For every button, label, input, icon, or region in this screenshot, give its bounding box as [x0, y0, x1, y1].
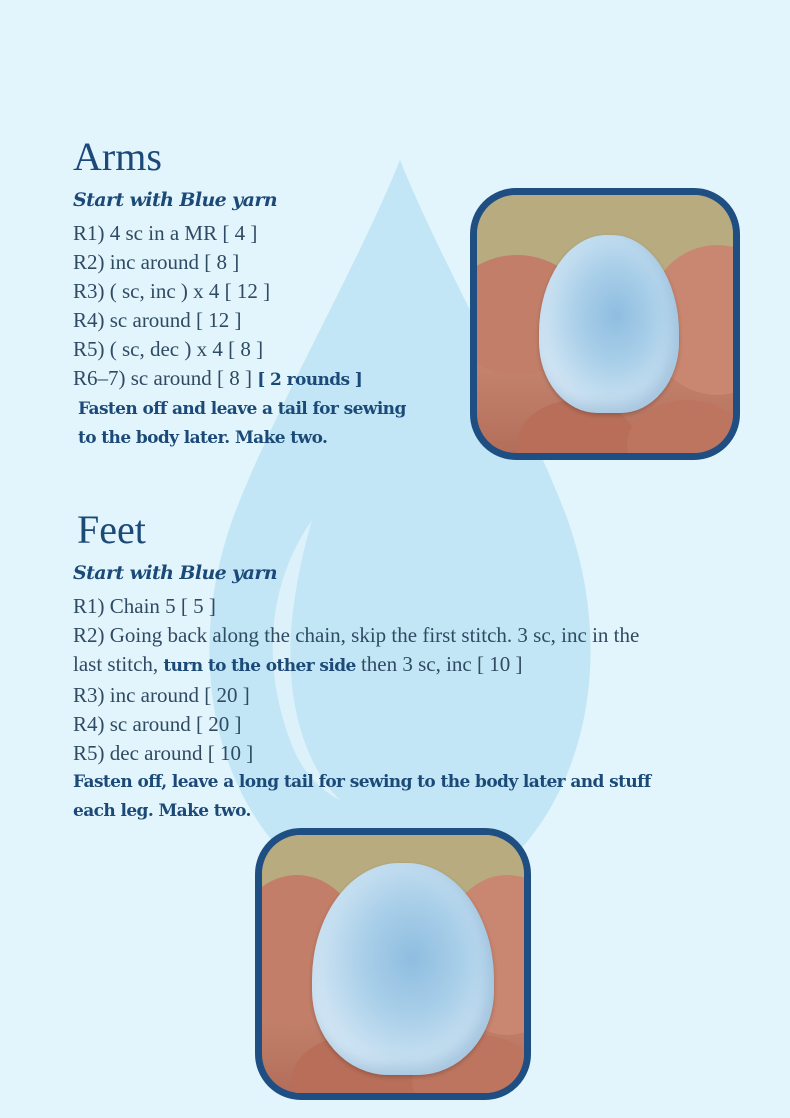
feet-subtitle: Start with Blue yarn — [73, 562, 277, 584]
thumb-bottom-right — [627, 400, 740, 460]
feet-row-2-line-2 — [73, 650, 733, 681]
arms-note-line-1: Fasten off and leave a tail for sewing — [78, 399, 406, 419]
feet-section — [73, 507, 733, 826]
feet-row-5: R5) dec around [ 10 ] — [73, 741, 254, 765]
arms-note-line-2: to the body later. Make two. — [78, 428, 328, 448]
arms-row-1: R1) 4 sc in a MR [ 4 ] — [73, 221, 258, 245]
feet-note-line-1: Fasten off, leave a long tail for sewing to the body later and stuff — [73, 772, 651, 792]
feet-title: Feet — [77, 507, 146, 552]
feet-row-2-line-1: R2) Going back along the chain, skip the first stitch. 3 sc, inc in the — [73, 623, 640, 647]
arms-photo — [470, 188, 740, 460]
foot-crochet-piece — [312, 863, 494, 1075]
arms-row-4: R4) sc around [ 12 ] — [73, 308, 242, 332]
feet-row-2-start: last stitch, — [73, 652, 164, 676]
feet-row-2-bold: turn to the other side — [163, 656, 356, 676]
arms-row-5: R5) ( sc, dec ) x 4 [ 8 ] — [73, 337, 264, 361]
feet-row-2-tail: then 3 sc, inc [ 10 ] — [355, 652, 523, 676]
arms-row-2: R2) inc around [ 8 ] — [73, 250, 240, 274]
arms-row-6-7-rounds: [ 2 rounds ] — [257, 370, 363, 390]
feet-row-4: R4) sc around [ 20 ] — [73, 712, 242, 736]
feet-note-line-2: each leg. Make two. — [73, 801, 251, 821]
arms-row-6-7 — [73, 364, 473, 395]
arms-row-3: R3) ( sc, inc ) x 4 [ 12 ] — [73, 279, 271, 303]
arms-title: Arms — [73, 134, 162, 179]
feet-rows — [73, 592, 733, 826]
feet-photo — [255, 828, 531, 1100]
arms-subtitle: Start with Blue yarn — [73, 189, 277, 211]
arms-section — [73, 134, 473, 453]
arms-row-6-7-text: R6–7) sc around [ 8 ] — [73, 366, 258, 390]
feet-row-3: R3) inc around [ 20 ] — [73, 683, 250, 707]
arms-rows — [73, 219, 473, 453]
feet-row-1: R1) Chain 5 [ 5 ] — [73, 594, 216, 618]
arm-crochet-piece — [539, 235, 679, 413]
